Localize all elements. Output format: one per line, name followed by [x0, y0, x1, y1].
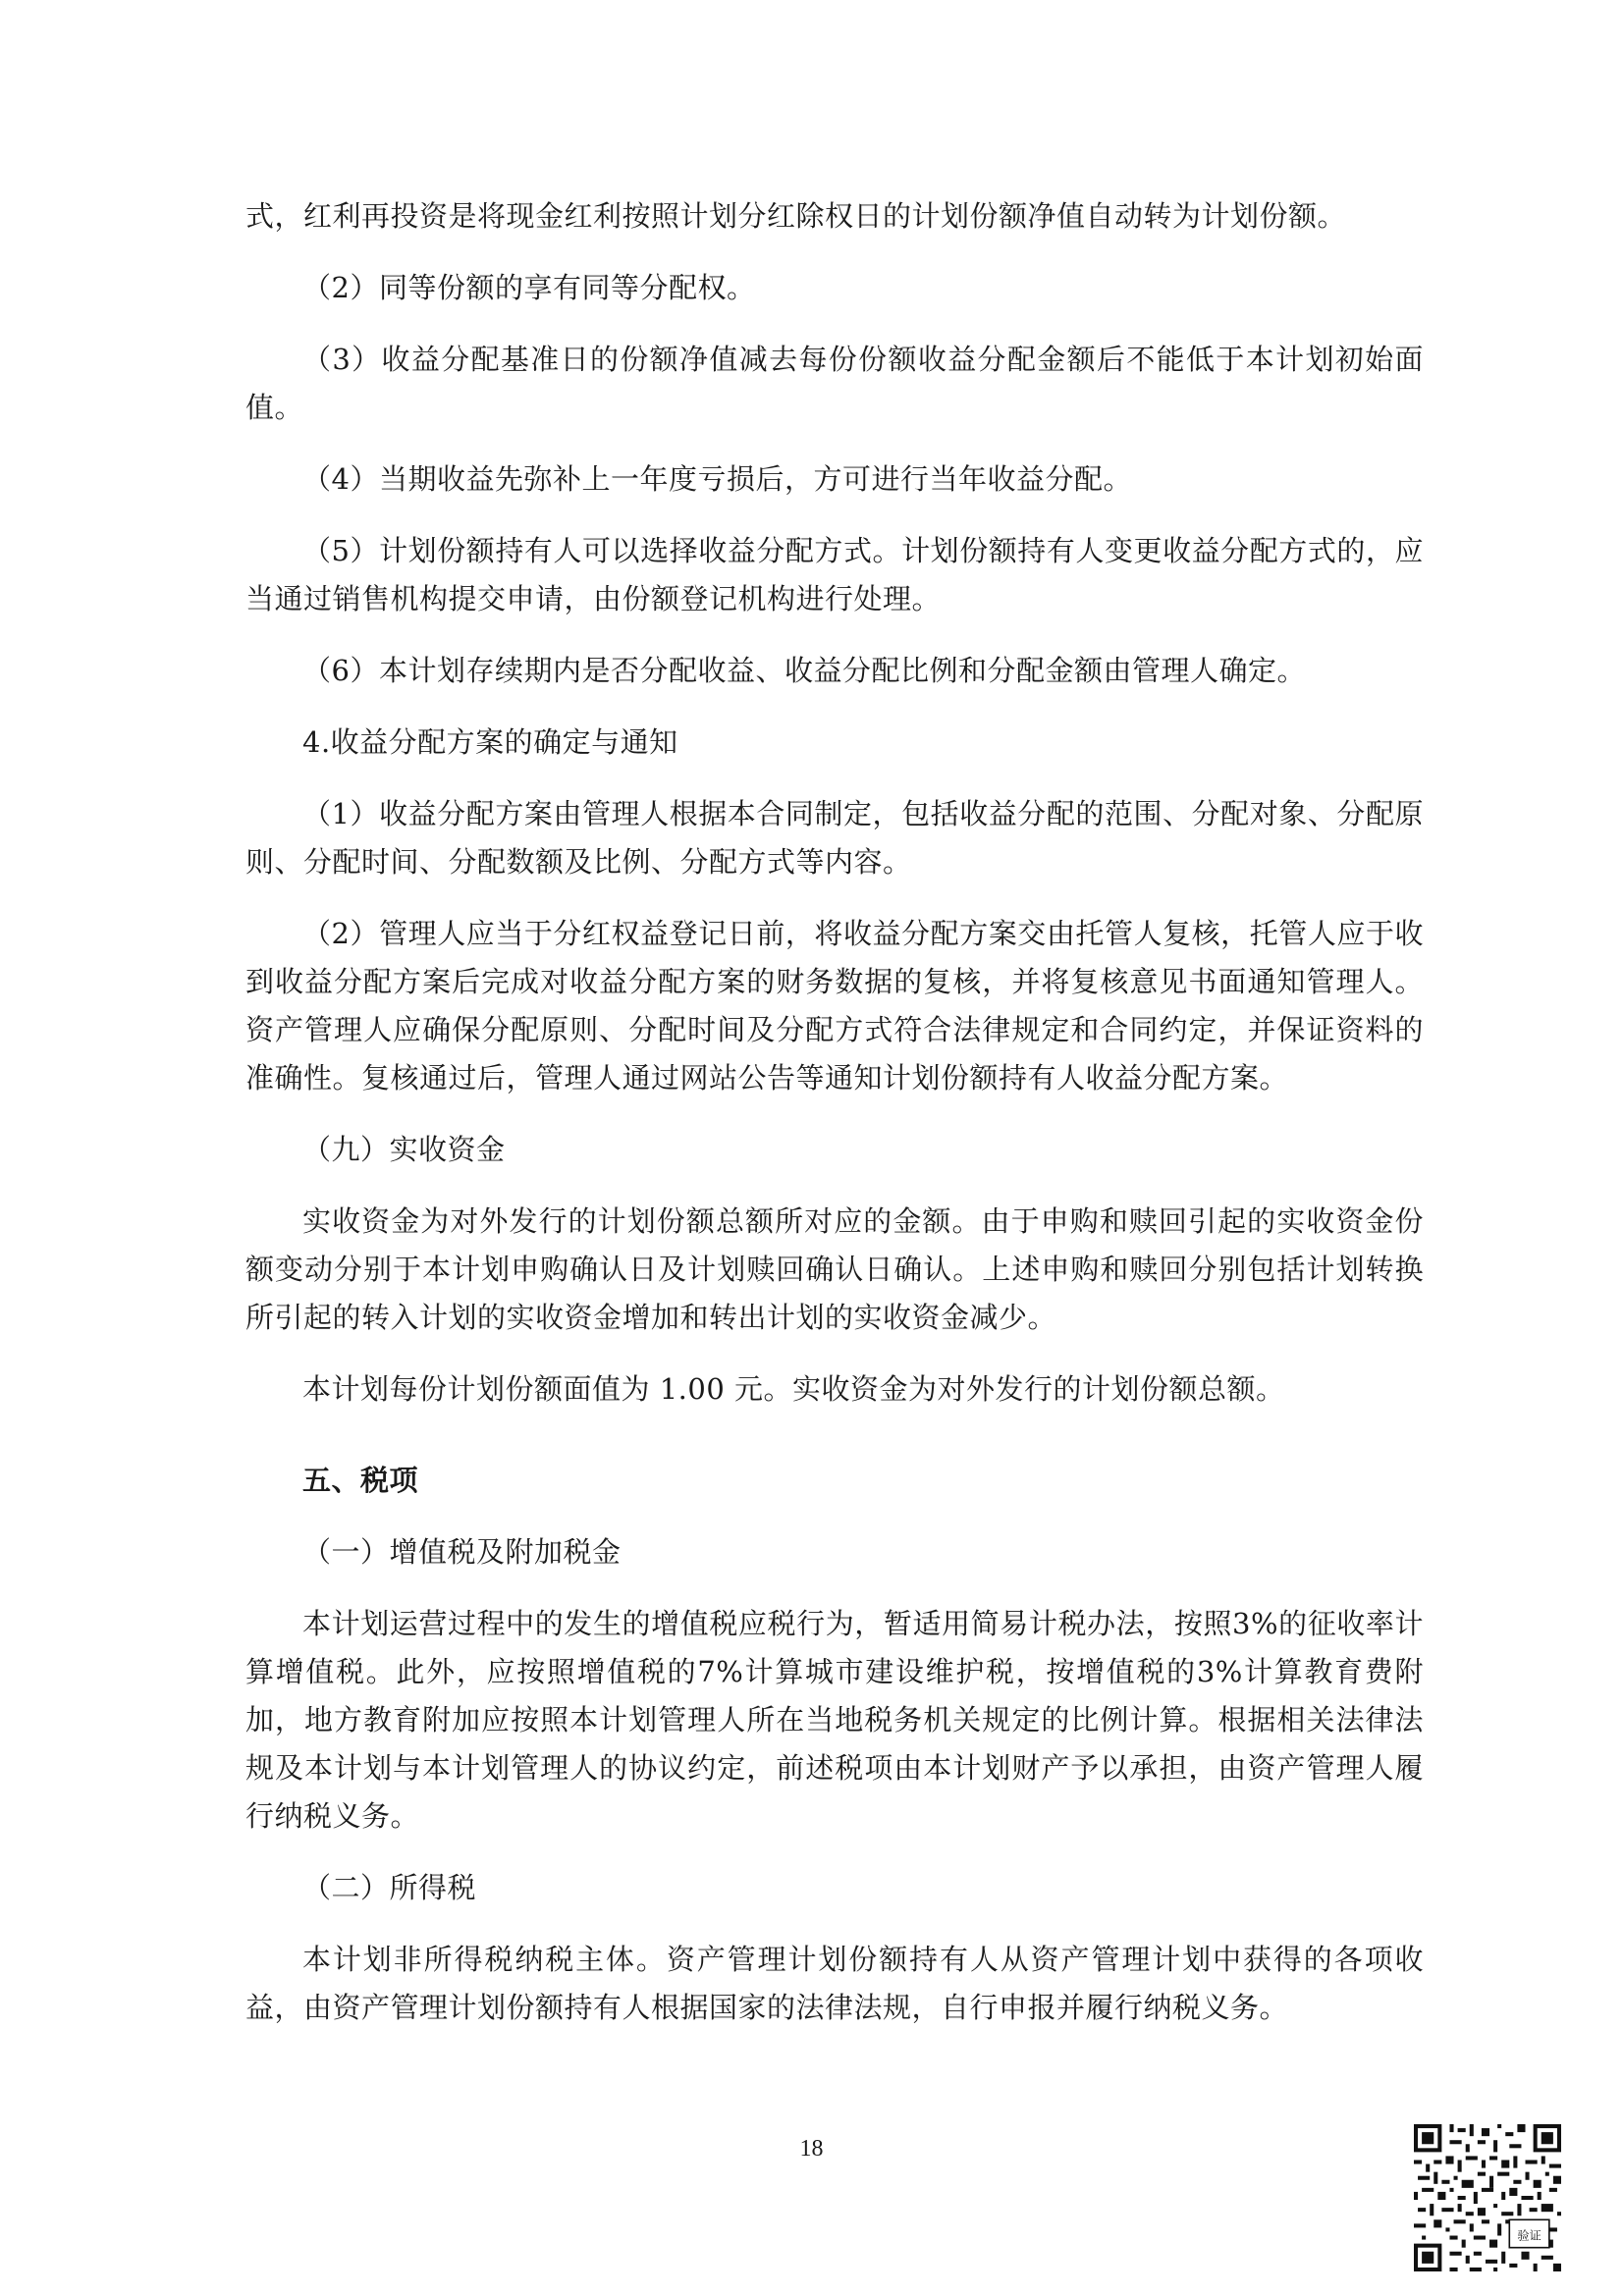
paragraph: 式，红利再投资是将现金红利按照计划分红除权日的计划份额净值自动转为计划份额。 — [245, 199, 1347, 233]
paragraph: 本计划运营过程中的发生的增值税应税行为，暂适用简易计税办法，按照3%的征收率计算增值税。此外，应按照增值税的7%计算城市建设维护税，按增值税的3%计算教育费附加，地方教育附加应按照本计划管理人所在当地税务机关规定的比例计算。根据相关法律法规及本计划与本计划管理人的协议约定，前述税项由本计划财产予以承担，由资产管理人履行纳税义务。 — [245, 1607, 1424, 1833]
paragraph: （2）管理人应当于分红权益登记日前，将收益分配方案交由托管人复核，托管人应于收到收益分配方案后完成对收益分配方案的财务数据的复核，并将复核意见书面通知管理人。资产管理人应确保分配原则、分配时间及分配方式符合法律规定和合同约定，并保证资料的准确性。复核通过后，管理人通过网站公告等通知计划份额持有人收益分配方案。 — [245, 917, 1424, 1095]
subsection-title: （一）增值税及附加税金 — [302, 1535, 622, 1569]
paragraph: 本计划每份计划份额面值为 1.00 元。实收资金为对外发行的计划份额总额。 — [302, 1372, 1285, 1406]
page-number: 18 — [799, 2136, 824, 2162]
paragraph: （6）本计划存续期内是否分配收益、收益分配比例和分配金额由管理人确定。 — [302, 654, 1306, 687]
paragraph: 实收资金为对外发行的计划份额总额所对应的金额。由于申购和赎回引起的实收资金份额变动分别于本计划申购确认日及计划赎回确认日确认。上述申购和赎回分别包括计划转换所引起的转入计划的实收资金增加和转出计划的实收资金减少。 — [245, 1204, 1424, 1334]
paragraph: （5）计划份额持有人可以选择收益分配方式。计划份额持有人变更收益分配方式的，应当通过销售机构提交申请，由份额登记机构进行处理。 — [245, 534, 1424, 615]
paragraph: （3）收益分配基准日的份额净值减去每份份额收益分配金额后不能低于本计划初始面值。 — [245, 343, 1424, 424]
subsection-title: （九）实收资金 — [302, 1133, 506, 1166]
paragraph: （4）当期收益先弥补上一年度亏损后，方可进行当年收益分配。 — [302, 462, 1132, 496]
svg-text:验证: 验证 — [1517, 2228, 1542, 2243]
section-heading: 五、税项 — [302, 1464, 419, 1497]
subsection-title: 4.收益分配方案的确定与通知 — [302, 725, 678, 759]
paragraph: 本计划非所得税纳税主体。资产管理计划份额持有人从资产管理计划中获得的各项收益，由资产管理计划份额持有人根据国家的法律法规，自行申报并履行纳税义务。 — [245, 1943, 1424, 2024]
paragraph: （1）收益分配方案由管理人根据本合同制定，包括收益分配的范围、分配对象、分配原则、分配时间、分配数额及比例、分配方式等内容。 — [245, 797, 1424, 879]
paragraph: （2）同等份额的享有同等分配权。 — [302, 271, 756, 304]
document-body — [245, 192, 1424, 2032]
subsection-title: （二）所得税 — [302, 1871, 477, 1904]
qr-code-icon — [1414, 2124, 1561, 2271]
